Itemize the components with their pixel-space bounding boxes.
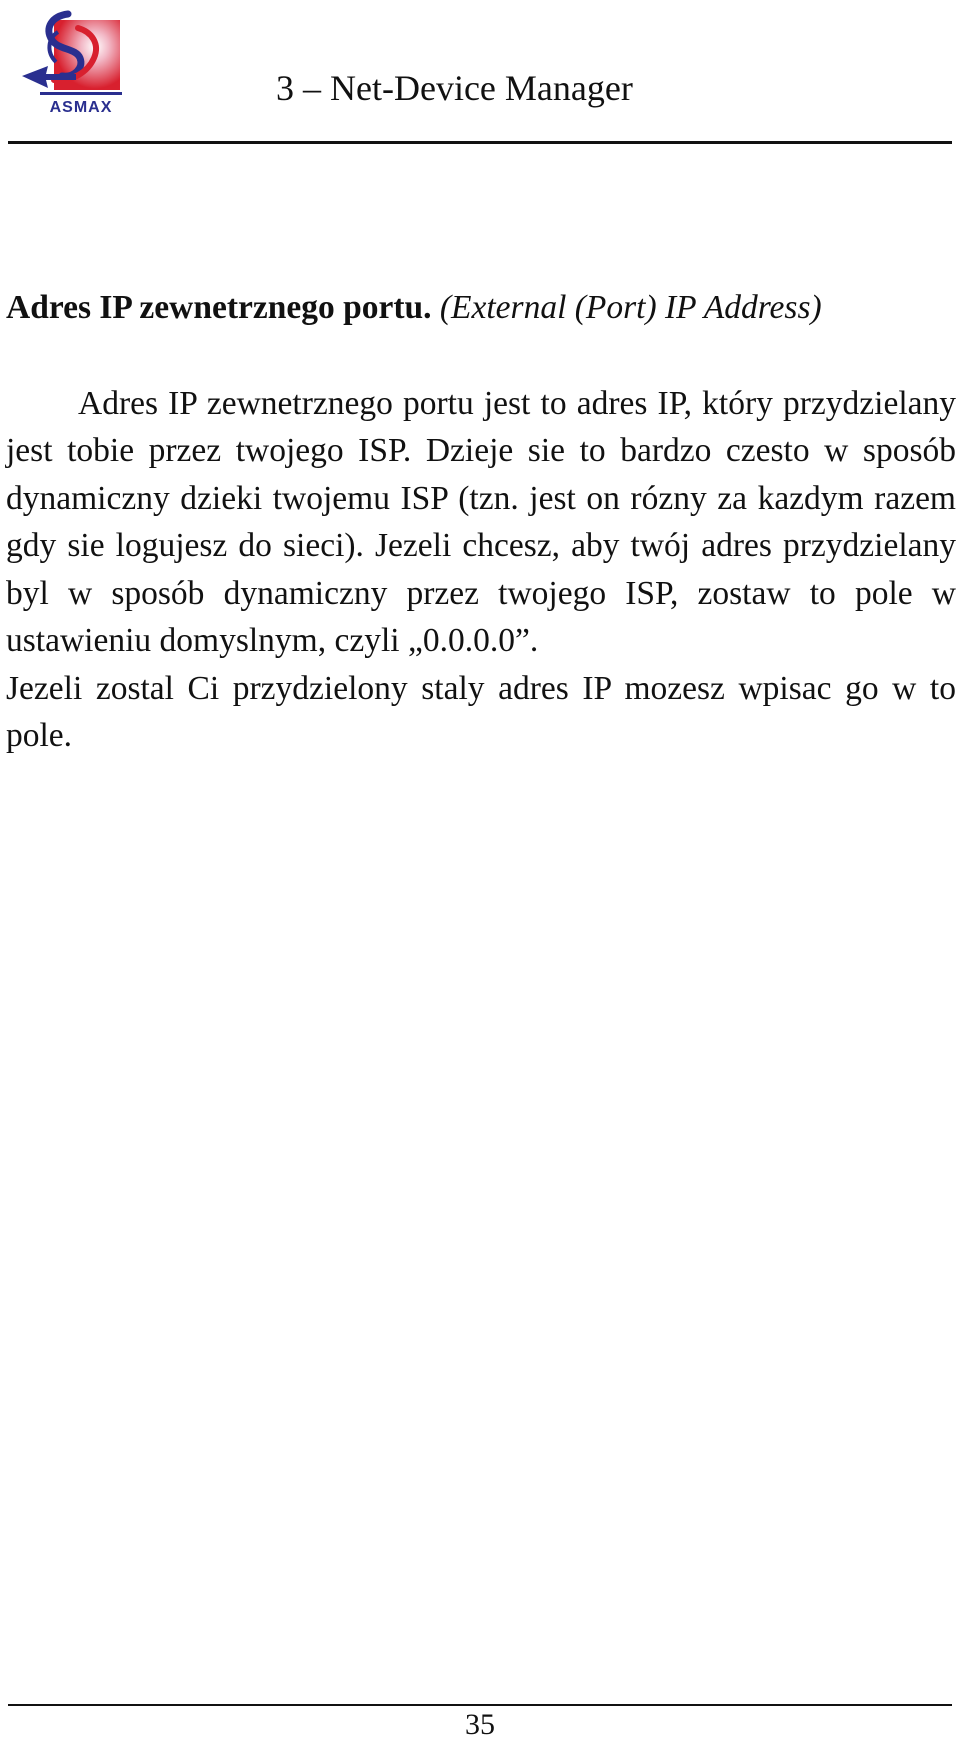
footer-divider xyxy=(8,1704,952,1706)
page-number: 35 xyxy=(465,1708,495,1741)
asmax-logo-text: ASMAX xyxy=(49,99,113,116)
header-divider xyxy=(8,141,952,144)
header-title: 3 – Net-Device Manager xyxy=(276,68,633,108)
page-content xyxy=(6,284,956,760)
section-heading-title: Adres IP zewnetrznego portu. xyxy=(6,289,432,326)
asmax-logo-mark xyxy=(18,8,136,120)
asmax-logo xyxy=(18,8,136,120)
body-paragraph-1: Adres IP zewnetrznego portu jest to adres IP, który przydzielany jest tobie przez twojego ISP. Dzieje sie to bardzo czesto w sposób dynamiczny dzieki twojemu ISP (tzn. jest on rózny za kazdym razem gdy sie logujesz do sieci). Jezeli chcesz, aby twój adres przydzielany byl w sposób dynamiczny przez twojego ISP, zostaw to pole w ustawieniu domyslnym, czyli „0.0.0.0”. xyxy=(6,384,956,659)
body-paragraph-2: Jezeli zostal Ci przydzielony staly adres IP mozesz wpisac go w to pole. xyxy=(6,669,956,754)
section-heading-english: (External (Port) IP Address) xyxy=(439,289,822,326)
section-heading xyxy=(6,284,956,332)
